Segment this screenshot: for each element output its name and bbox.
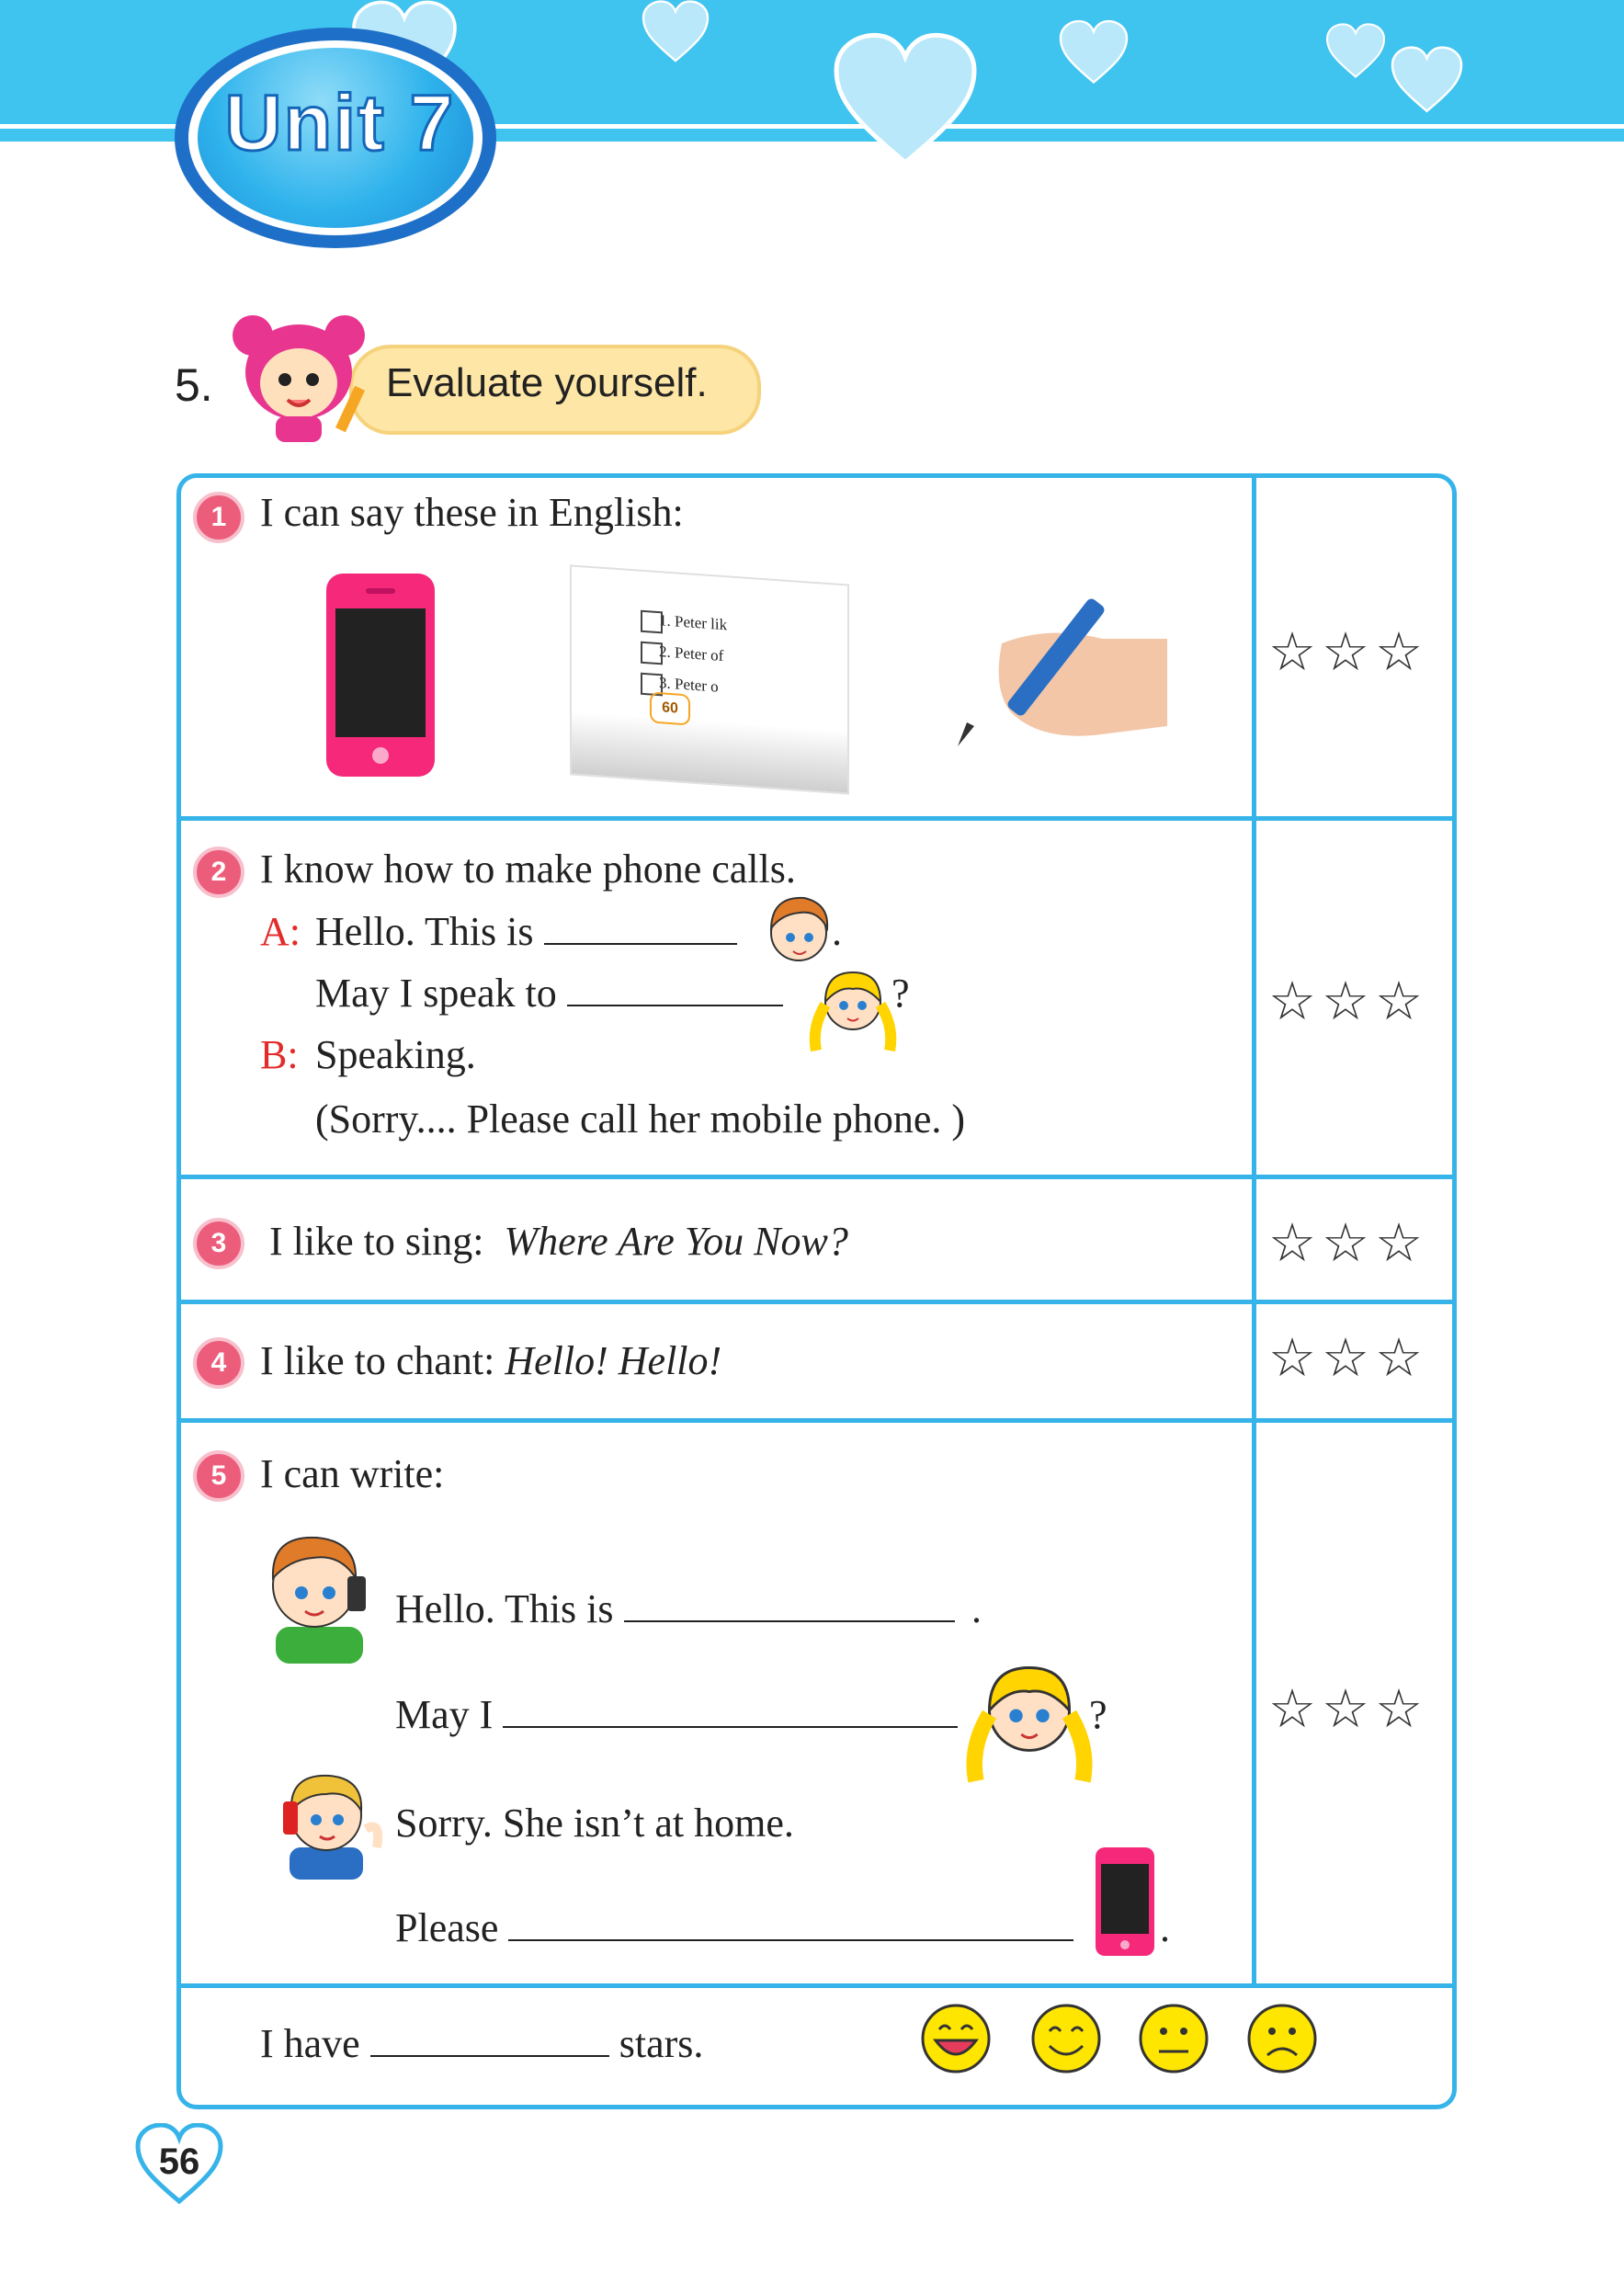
row-text xyxy=(269,1218,848,1265)
mobile-phone-icon xyxy=(1094,1846,1156,1958)
writing-text: May I xyxy=(395,1692,494,1737)
table-row-divider xyxy=(176,1983,1457,1988)
punctuation: ? xyxy=(1089,1692,1107,1737)
table-column-divider xyxy=(1252,473,1256,1985)
heart-icon xyxy=(827,32,983,170)
answer-blank[interactable] xyxy=(624,1589,955,1622)
row-number-badge: 5 xyxy=(193,1450,244,1502)
sad-face-icon[interactable] xyxy=(1245,2002,1319,2075)
row-text: I can write: xyxy=(260,1451,445,1496)
table-row-divider xyxy=(176,816,1457,821)
hand-writing-icon xyxy=(937,588,1172,758)
neutral-face-icon[interactable] xyxy=(1137,2002,1210,2075)
rating-stars[interactable]: ☆☆☆ xyxy=(1268,1677,1428,1740)
laughing-face-icon[interactable] xyxy=(919,2002,993,2075)
dialogue-line xyxy=(315,970,783,1017)
writing-text: Please xyxy=(395,1905,499,1950)
star-count-blank[interactable] xyxy=(370,2024,609,2057)
row-number-badge: 1 xyxy=(193,492,244,543)
worksheet-line: 3. Peter o xyxy=(659,674,719,696)
checkbox-icon xyxy=(641,610,663,634)
answer-blank[interactable] xyxy=(503,1695,958,1728)
boy-on-phone-icon xyxy=(276,1765,386,1880)
row-number-badge: 3 xyxy=(193,1218,244,1269)
row-text: I can say these in English: xyxy=(260,490,684,535)
star-count-after: stars. xyxy=(619,2021,704,2066)
chant-title: Hello! Hello! xyxy=(505,1338,722,1383)
dialogue-text: May I speak to xyxy=(315,971,557,1016)
heart-icon xyxy=(1323,23,1388,80)
writing-text: Hello. This is xyxy=(395,1586,614,1631)
punctuation: . xyxy=(832,909,842,954)
mascot-icon xyxy=(225,308,372,446)
rating-stars[interactable]: ☆☆☆ xyxy=(1268,970,1428,1032)
table-row-divider xyxy=(176,1418,1457,1423)
table-row-divider xyxy=(176,1300,1457,1304)
punctuation: . xyxy=(1160,1905,1170,1950)
dialogue-line: (Sorry.... Please call her mobile phone. ) xyxy=(315,1096,966,1142)
heart-icon xyxy=(639,0,712,64)
rating-stars[interactable]: ☆☆☆ xyxy=(1268,1326,1428,1389)
happy-face-icon[interactable] xyxy=(1029,2002,1103,2075)
worksheet-line: 2. Peter of xyxy=(659,642,724,665)
star-count-line xyxy=(260,2020,703,2067)
dialogue-text: Hello. This is xyxy=(315,909,534,954)
rating-stars[interactable]: ☆☆☆ xyxy=(1268,1211,1428,1274)
worksheet-image xyxy=(570,564,849,794)
row-text xyxy=(260,1337,721,1384)
table-row-divider xyxy=(176,1175,1457,1179)
row-text-plain: I like to sing: xyxy=(269,1219,484,1264)
writing-line xyxy=(395,1904,1073,1951)
writing-line xyxy=(395,1691,958,1738)
boy-face-icon xyxy=(763,887,835,970)
writing-line: Sorry. She isn’t at home. xyxy=(395,1801,794,1846)
row-number-badge: 4 xyxy=(193,1337,244,1389)
dialogue-line: Speaking. xyxy=(315,1032,476,1077)
dialogue-line xyxy=(315,908,737,955)
row-number-badge: 2 xyxy=(193,846,244,898)
row-text: I know how to make phone calls. xyxy=(260,846,796,892)
speaker-label: B: xyxy=(260,1032,299,1077)
section-number: 5. xyxy=(175,359,213,411)
punctuation: ? xyxy=(891,971,910,1016)
row-text-plain: I like to chant: xyxy=(260,1338,495,1383)
answer-blank[interactable] xyxy=(508,1908,1073,1941)
boy-on-phone-icon xyxy=(257,1521,377,1664)
star-count-before: I have xyxy=(260,2021,360,2066)
section-title: Evaluate yourself. xyxy=(386,360,708,405)
answer-blank[interactable] xyxy=(544,912,737,945)
page-number: 56 xyxy=(158,2142,200,2182)
heart-icon xyxy=(1388,46,1466,115)
song-title: Where Are You Now? xyxy=(504,1219,848,1264)
worksheet-badge: 60 xyxy=(650,691,690,725)
worksheet-line: 1. Peter lik xyxy=(659,611,728,634)
unit-title: Unit 7 xyxy=(224,79,456,167)
answer-blank[interactable] xyxy=(567,973,783,1006)
speaker-label: A: xyxy=(260,909,301,954)
punctuation: . xyxy=(971,1586,982,1631)
checkbox-icon xyxy=(641,642,663,665)
girl-face-icon xyxy=(802,963,903,1055)
writing-line xyxy=(395,1585,955,1632)
rating-stars[interactable]: ☆☆☆ xyxy=(1268,620,1428,683)
heart-icon xyxy=(1057,18,1130,87)
mobile-phone-icon xyxy=(324,572,437,778)
girl-face-icon xyxy=(956,1654,1103,1788)
